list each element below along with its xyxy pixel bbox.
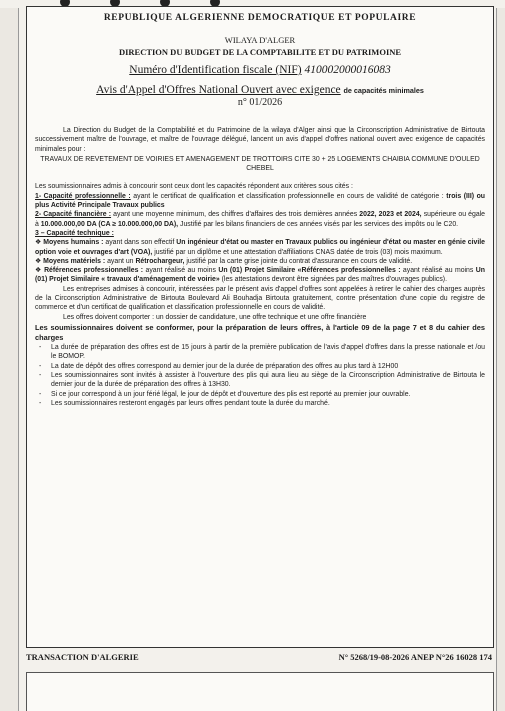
deadlines-list — [35, 343, 485, 408]
tender-notice — [26, 6, 494, 648]
list-item: - Si ce jour correspond à un jour férié légal, le jour de dépôt et d'ouverture des plis est reporté au premier jour ouvrable. — [35, 390, 485, 399]
capacity-technical-label: 3 – Capacité technique : — [35, 229, 114, 237]
avis-title-main: Avis d'Appel d'Offres National Ouvert avec exigence — [96, 84, 341, 96]
list-item: - La durée de préparation des offres est de 15 jours à partir de la première publication de l'avis d'appel d'offres dans la presse nationale et /ou le BOMOP. — [35, 343, 485, 362]
capacity-professional-label: 1- Capacité professionnelle : — [35, 192, 131, 200]
nif-label: Numéro d'Identification fiscale (NIF) — [129, 64, 302, 76]
means-human-engineer: Un ingénieur d'état ou master en Travaux publics ou ingénieur d'état ou master en génie civile option voie et ouvrages d'art (VOA), — [35, 239, 486, 256]
admission-criteria: Les soumissionnaires admis à concourir sont ceux dont les capacités répondent aux critères sous cités : — [35, 183, 353, 191]
avis-title-suffix: de capacités minimales — [343, 86, 424, 95]
references-project-a: Un (01) Projet Similaire «Références professionnelles : — [218, 267, 401, 275]
means-human-text: ayant dans son effectif — [105, 239, 175, 247]
notice-body — [27, 126, 493, 408]
capacity-financial-amount: 10.000.000,00 DA (CA ≥ 10.000.000,00 DA), — [40, 220, 179, 228]
means-material-text-b: justifié par la carte grise jointe du contrat d'assurance en cours de validité. — [186, 257, 413, 265]
capacity-financial-years: 2022, 2023 et 2024, — [359, 211, 422, 219]
capacity-professional-category: trois (III) ou plus Activité Principale Travaux publics — [35, 192, 486, 210]
project-title: TRAVAUX DE REVETEMENT DE VOIRIES ET AMENAGEMENT DE TROTTOIRS CITE 30 + 25 LOGEMENTS CHAIBIA COMMUNE D'OULED CHEBEL — [40, 155, 480, 173]
intro-paragraph: La Direction du Budget de la Comptabilité et du Patrimoine de la wilaya d'Alger ainsi que la Circonscription Administrative de Birtouta successivement maître de l'ouvrage, et maître de l'ouvrage délégué, lancent un avis d'appel d'offres national ouvert avec exigence de capacités minimales pour : — [35, 127, 485, 153]
references-label: Références professionnelles : — [44, 267, 144, 275]
capacity-financial-text-b: supérieure ou égale à — [35, 211, 486, 228]
references-project-b: Un (01) Projet Similaire « travaux d'aménagement de voirie» — [35, 267, 485, 284]
diamond-bullet-icon: ❖ — [35, 267, 42, 275]
references-text: ayant réalisé au moins — [145, 267, 216, 275]
nif-line — [27, 64, 493, 76]
means-material-label: Moyens matériels : — [43, 257, 106, 265]
capacity-financial-text: ayant une moyenne minimum, des chiffres d'affaires des trois dernières années — [113, 211, 358, 219]
adjacent-column-right — [496, 8, 505, 711]
list-item: - Les soumissionnaires sont invités à assister à l'ouverture des plis qui aura lieu au siège de la Circonscription Administrative de Birtouta le dernier jour de la durée de préparation des offres à 13H30. — [35, 371, 485, 390]
offers-content: Les offres doivent comporter : un dossier de candidature, une offre technique et une offre financière — [63, 313, 367, 321]
conformity-paragraph: Les soumissionnaires doivent se conformer, pour la préparation de leurs offres, à l'article 09 de la page 7 et 8 du cahier des charges — [35, 322, 485, 342]
adjacent-column-left — [0, 8, 19, 711]
capacity-financial-text-c: Justifié par les bilans financiers de ces années visés par les services des impôts ou le C20. — [180, 220, 459, 228]
avis-title — [27, 84, 493, 96]
nif-value: 410002000016083 — [304, 64, 391, 76]
direction-heading: DIRECTION DU BUDGET DE LA COMPTABILITE ET DU PATRIMOINE — [118, 47, 402, 57]
means-material-text: ayant un — [107, 257, 134, 265]
publication-reference: N° 5268/19-08-2026 ANEP N°26 16028 174 — [338, 652, 492, 662]
means-human-text-b: justifié par un diplôme et une attestation d'affiliations CNAS datée de trois (03) mois maximum. — [154, 248, 443, 256]
list-item: - Les soumissionnaires resteront engagés par leurs offres pendant toute la durée du marché. — [35, 399, 485, 408]
next-notice-box — [26, 672, 494, 711]
means-material-equipment: Rétrochargeur, — [135, 257, 185, 265]
withdrawal-paragraph: Les entreprises admises à concourir, intéressées par le présent avis d'appel d'offres sont appelées à retirer le cahier des charges auprès de la Circonscription Administrative de Birtouta Boulevard Ali Bouhadja Birtouta gratuitement, contre présentation d'une copie du registre de commerce et d'un certificat de qualification et classification professionnelle en cours de validité. — [35, 285, 485, 312]
republic-heading: REPUBLIQUE ALGERIENNE DEMOCRATIQUE ET POPULAIRE — [103, 13, 417, 23]
means-human — [35, 238, 485, 257]
notice-footer — [26, 652, 494, 664]
means-material — [35, 257, 485, 266]
list-item: - La date de dépôt des offres correspond au dernier jour de la durée de préparation des offres au plus tard à 12H00 — [35, 362, 485, 371]
capacity-financial-label: 2- Capacité financière : — [35, 211, 112, 219]
diamond-bullet-icon: ❖ — [35, 257, 42, 265]
wilaya-heading: WILAYA D'ALGER — [224, 35, 296, 45]
diamond-bullet-icon: ❖ — [35, 239, 42, 247]
capacity-professional — [35, 192, 485, 211]
references-text-b: ayant réalisé au moins — [402, 267, 474, 275]
capacity-financial — [35, 210, 485, 229]
references-text-c: (les attestations devront être signées par des maîtres d'ouvrages publics). — [221, 276, 448, 284]
professional-references — [35, 266, 485, 285]
publication-name: TRANSACTION D'ALGERIE — [26, 652, 139, 662]
avis-number: n° 01/2026 — [237, 97, 283, 108]
means-human-label: Moyens humains : — [43, 239, 104, 247]
capacity-professional-text: ayant le certificat de qualification et classification professionnelle en cours de validité de catégorie : — [133, 192, 444, 200]
